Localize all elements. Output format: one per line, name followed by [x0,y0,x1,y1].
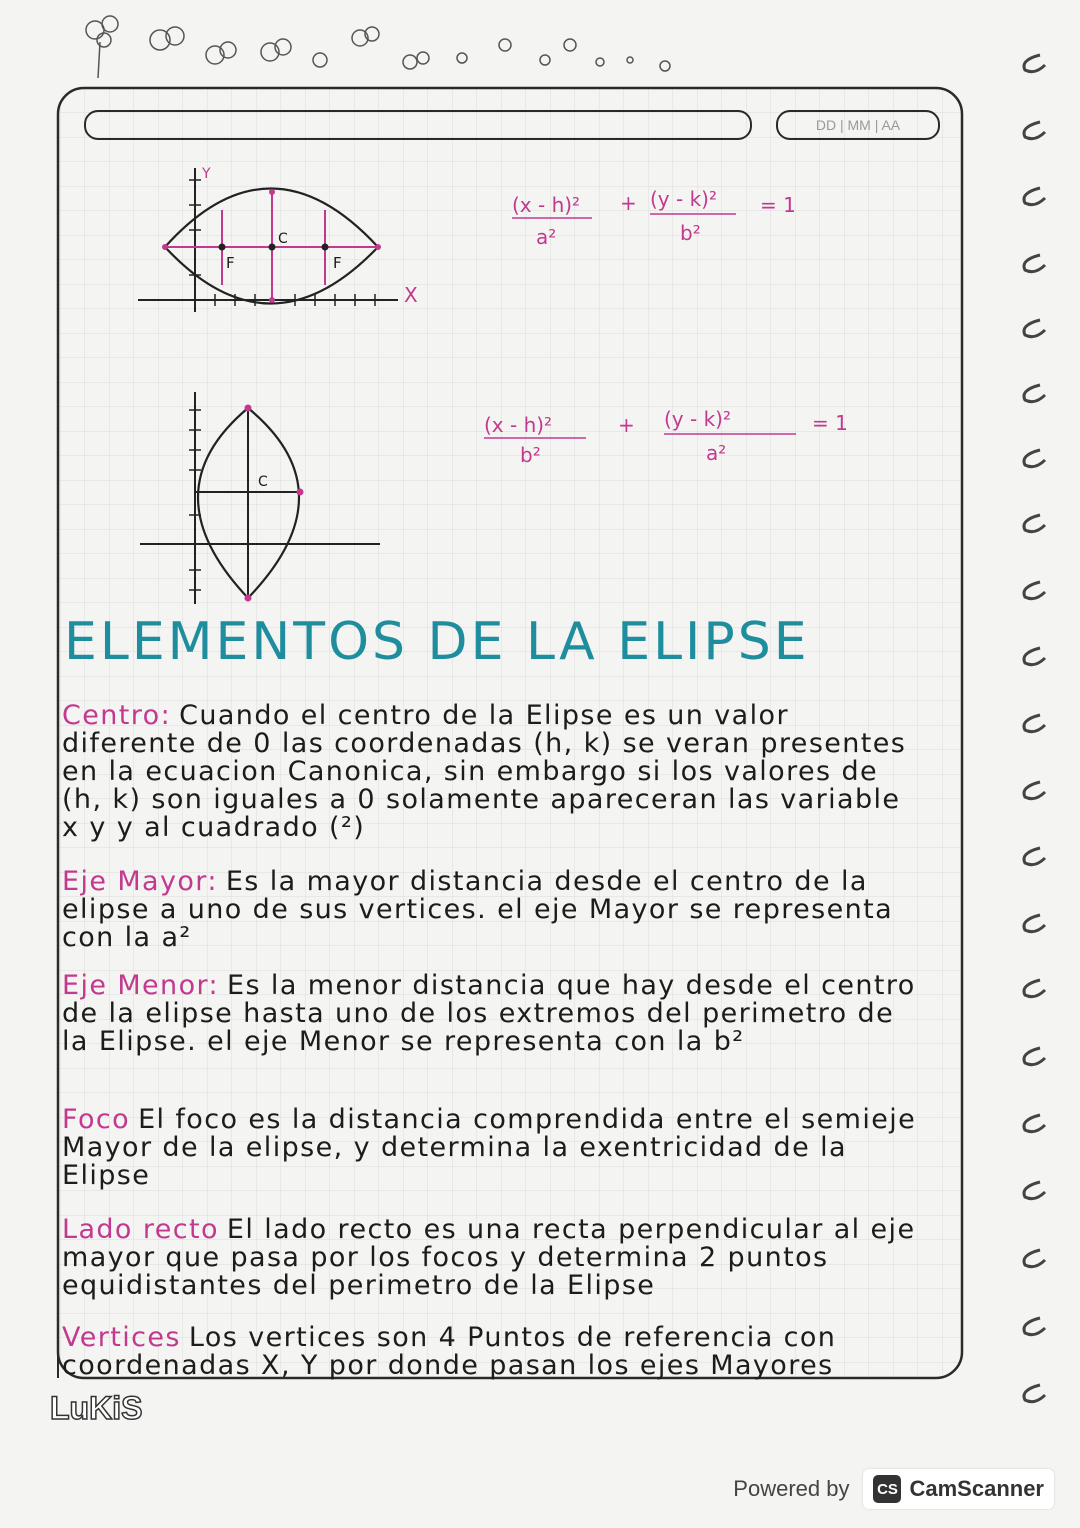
text-eje-menor: Es la menor distancia que hay desde el centro de la elipse hasta uno de los extremos del perimetro de la Elipse. el eje Menor se representa con la b² [62,970,916,1057]
formula1-den-left: a² [536,225,557,249]
graph1-focus-label-left: F [226,254,235,272]
term-centro: Centro: [62,700,172,731]
term-eje-menor: Eje Menor: [62,970,220,1001]
formula2-den-right: a² [706,441,727,465]
paragraph-lado-recto [62,1216,922,1300]
formula1-num-right: (y - k)² [650,187,717,211]
graph1-center-label: C [278,231,288,247]
powered-by-text: Powered by [733,1476,850,1501]
graph2-center-label: C [258,474,268,490]
date-box: DD | MM | AA [776,110,940,140]
formula1-plus: + [620,191,637,215]
text-foco: El foco es la distancia comprendida entre el semieje Mayor de la elipse, y determina la exentricidad de la Elipse [62,1104,917,1191]
formula2-equals: = 1 [812,411,848,435]
paragraph-eje-mayor [62,868,922,952]
camscanner-footer [733,1468,1054,1510]
term-vertices: Vertices [62,1322,181,1353]
title-bar [84,110,752,140]
formula1-num-left: (x - h)² [512,193,581,217]
formula2-num-left: (x - h)² [484,413,553,437]
graph1-focus-label-right: F [333,254,342,272]
formula2-num-right: (y - k)² [664,407,731,431]
paragraph-eje-menor [62,972,922,1056]
term-foco: Foco [62,1104,131,1135]
formula2-den-left: b² [520,443,541,467]
signature: LuKiS [50,1390,143,1426]
paragraph-centro [62,702,922,842]
spiral-binding [1024,55,1045,1402]
section-title: ELEMENTOS DE LA ELIPSE [64,612,810,672]
text-eje-mayor: Es la mayor distancia desde el centro de la elipse a uno de sus vertices. el eje Mayor se representa con la a² [62,866,894,953]
camscanner-badge [863,1469,1054,1509]
text-centro: Cuando el centro de la Elipse es un valor diferente de 0 las coordenadas (h, k) se veran presentes en la ecuacion Canonica, sin embargo si los valores de (h, k) son iguales a 0 solamente apareceran las variable x y y al cuadrado (²) [62,700,907,843]
flower-doodles [86,16,670,78]
term-eje-mayor: Eje Mayor: [62,866,218,897]
text-lado-recto: El lado recto es una recta perpendicular al eje mayor que pasa por los focos y determina 2 puntos equidistantes del perimetro de la Elipse [62,1214,916,1301]
paragraph-foco [62,1106,922,1190]
term-lado-recto: Lado recto [62,1214,219,1245]
camscanner-brand: CamScanner [909,1476,1044,1501]
formula2-plus: + [618,413,635,437]
graph1-y-label: Y [202,166,211,182]
formula1-den-right: b² [680,221,701,245]
camscanner-icon: CS [873,1475,901,1503]
paragraph-vertices [62,1324,922,1380]
text-vertices: Los vertices son 4 Puntos de referencia con coordenadas X, Y por donde pasan los ejes Mayores [62,1322,837,1381]
graph1-x-label: X [404,283,418,307]
formula1-equals: = 1 [760,193,796,217]
